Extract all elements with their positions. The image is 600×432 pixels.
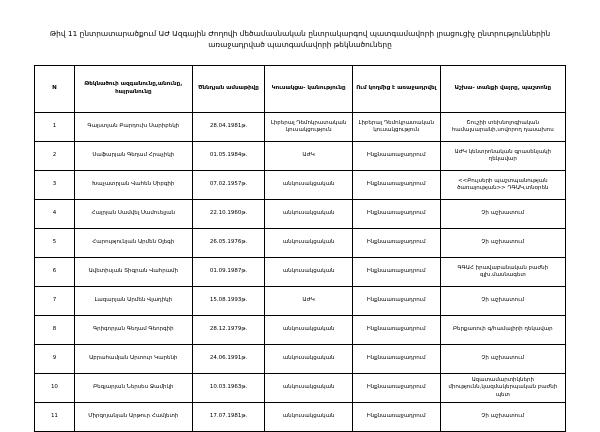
cell-n: 3 — [35, 170, 75, 199]
cell-job: ԱԺԿ կենտրոնական գրասենյակի ղեկավար — [440, 141, 565, 170]
cell-dob: 01.05.1984թ. — [192, 141, 265, 170]
table-body — [35, 112, 566, 431]
cell-name: Գրիգորյան Գեղամ Գեորգիի — [74, 315, 192, 344]
table-row — [35, 199, 566, 228]
cell-job: Ազատամարտիկների միությունն,կազմակերպական բաժնի պետ — [440, 373, 565, 402]
table-row — [35, 344, 566, 373]
table-row — [35, 112, 566, 141]
cell-nominator: Ինքնաառաջադրում — [352, 403, 440, 432]
cell-dob: 24.06.1991թ. — [192, 344, 265, 373]
cell-party: ԱԺԿ — [265, 286, 353, 315]
table-row — [35, 228, 566, 257]
cell-party: անկուսակցական — [265, 315, 353, 344]
cell-name: Հարությունյան Արմեն Օլեգի — [74, 228, 192, 257]
cell-party: անկուսակցական — [265, 257, 353, 286]
cell-job: Չի աշխատում — [440, 344, 565, 373]
cell-name: Միրզոյանյան Արթուր Համլետի — [74, 403, 192, 432]
column-header-nominator: Ում կողմից է առաջադրվել — [352, 65, 440, 112]
column-header-dob: Ծննդյան ամսաթիվը — [192, 65, 265, 112]
cell-name: Հայրյան Սամվել Սամուելյան — [74, 199, 192, 228]
cell-nominator: Ինքնաառաջադրում — [352, 373, 440, 402]
table-row — [35, 286, 566, 315]
cell-nominator: Ինքնաառաջադրում — [352, 344, 440, 373]
cell-dob: 07.02.1957թ. — [192, 170, 265, 199]
cell-n: 11 — [35, 403, 75, 432]
cell-name: Խաչատրյան Վահեն Սիբգիի — [74, 170, 192, 199]
cell-dob: 28.12.1979թ. — [192, 315, 265, 344]
cell-nominator: Ինքնաառաջադրում — [352, 199, 440, 228]
cell-n: 9 — [35, 344, 75, 373]
cell-n: 4 — [35, 199, 75, 228]
cell-job: Բերքառուի գ/համալիրի ղեկավար — [440, 315, 565, 344]
cell-n: 6 — [35, 257, 75, 286]
cell-n: 2 — [35, 141, 75, 170]
page-title: Թիվ 11 ընտրատարածքում ԱԺ Ազգային Ժողովի մեծամասնական ընտրակարգով պատգամավորի լրացուցիչ ընտրություններին առաջադրված պատգամավորի թեկնածուները — [49, 29, 551, 50]
cell-nominator: Ինքնաառաջադրում — [352, 141, 440, 170]
cell-job: ԳԳԱՀ իրավաբանական բաժնի գլխ.մասնագետ — [440, 257, 565, 286]
cell-party: անկուսակցական — [265, 170, 353, 199]
cell-nominator: Ինքնաառաջադրում — [352, 170, 440, 199]
cell-name: Ավետիսյան Տիգրան Վահրամի — [74, 257, 192, 286]
cell-job: Չի աշխատում — [440, 403, 565, 432]
cell-dob: 10.03.1963թ. — [192, 373, 265, 402]
table-row — [35, 403, 566, 432]
cell-name: Աբրահամյան Արտուր Կարենի — [74, 344, 192, 373]
cell-dob: 17.07.1981թ. — [192, 403, 265, 432]
cell-nominator: Ինքնաառաջադրում — [352, 286, 440, 315]
column-header-party: Կուսակցա- կանությունը — [265, 65, 353, 112]
cell-name: Սաֆարյան Գեղամ Հրաչիկի — [74, 141, 192, 170]
cell-nominator: Ինքնաառաջադրում — [352, 315, 440, 344]
cell-name: Գալստյան Բարդուխ Սարիբեկի — [74, 112, 192, 141]
cell-n: 5 — [35, 228, 75, 257]
cell-n: 10 — [35, 373, 75, 402]
column-header-name: Թեկնածուի ազգանունը,անունը, հայրանունը — [74, 65, 192, 112]
cell-job: Շուշիի տեխնոլոգիական համալսարանի,սովորող դասախոս — [440, 112, 565, 141]
table-row — [35, 170, 566, 199]
table-row — [35, 141, 566, 170]
table-header-row — [35, 65, 566, 112]
cell-party: անկուսակցական — [265, 199, 353, 228]
table-row — [35, 373, 566, 402]
cell-nominator: Լիբերալ Դեմոկրատական կուսակցություն — [352, 112, 440, 141]
cell-job: Չի աշխատում — [440, 199, 565, 228]
cell-job: <<Բույսերի պաշտպանության ծառայության>> ԴԳԱԿ,տնօրեն — [440, 170, 565, 199]
cell-nominator: Ինքնաառաջադրում — [352, 228, 440, 257]
cell-dob: 22.10.1960թ. — [192, 199, 265, 228]
cell-party: ԱԺԿ — [265, 141, 353, 170]
cell-dob: 26.05.1976թ. — [192, 228, 265, 257]
cell-job: Չի աշխատում — [440, 286, 565, 315]
cell-nominator: Ինքնաառաջադրում — [352, 257, 440, 286]
cell-job: Չի աշխատում — [440, 228, 565, 257]
cell-dob: 15.08.1993թ. — [192, 286, 265, 315]
cell-name: Լազարյան Արմեն Վլադիկի — [74, 286, 192, 315]
column-header-n: N — [35, 65, 75, 112]
cell-party: անկուսակցական — [265, 344, 353, 373]
cell-n: 8 — [35, 315, 75, 344]
table-header — [35, 65, 566, 112]
candidates-table — [34, 65, 566, 432]
cell-party: Լիբերալ Դեմոկրատական կուսակցություն — [265, 112, 353, 141]
cell-name: Բեգյարյան Ներսես Ջամիկի — [74, 373, 192, 402]
cell-party: անկուսակցական — [265, 228, 353, 257]
cell-party: անկուսակցական — [265, 373, 353, 402]
cell-dob: 01.09.1987թ. — [192, 257, 265, 286]
column-header-job: Աշխա- տանքի վայրը, պաշտոնը — [440, 65, 565, 112]
cell-party: անկուսակցական — [265, 403, 353, 432]
cell-dob: 28.04.1981թ. — [192, 112, 265, 141]
table-row — [35, 315, 566, 344]
cell-n: 1 — [35, 112, 75, 141]
cell-n: 7 — [35, 286, 75, 315]
table-row — [35, 257, 566, 286]
